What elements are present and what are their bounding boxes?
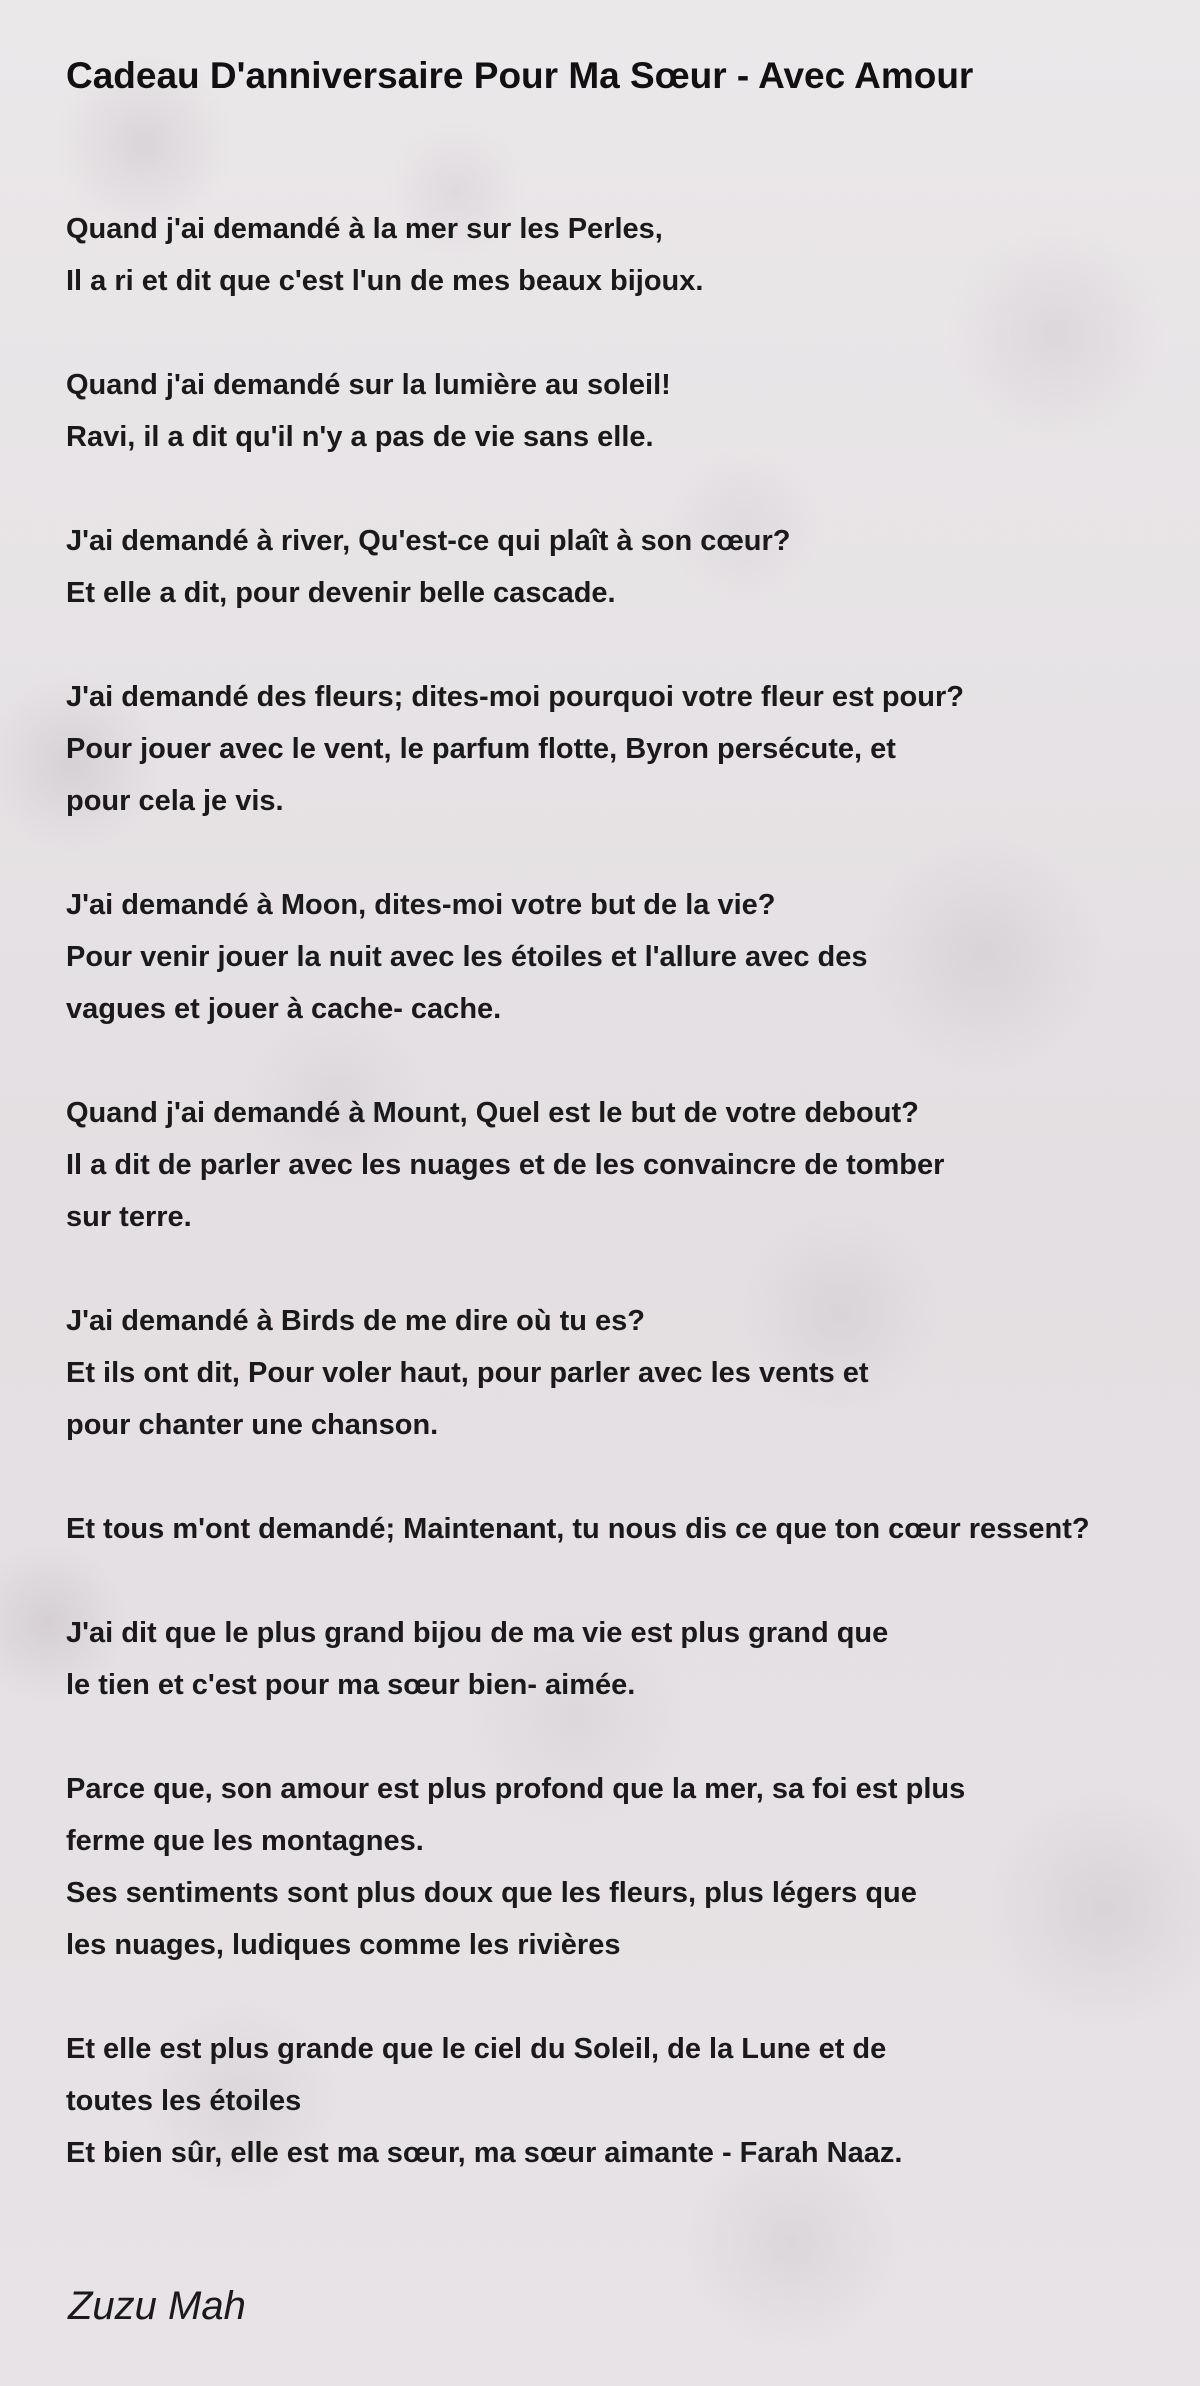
poem-line: Quand j'ai demandé à la mer sur les Perles, [66, 213, 663, 245]
poem-body [66, 203, 1200, 2179]
poem-line: le tien et c'est pour ma sœur bien- aimée. [66, 1669, 636, 1701]
poem-line: J'ai demandé à river, Qu'est-ce qui plaît à son cœur? [66, 525, 791, 557]
poem-line: Ravi, il a dit qu'il n'y a pas de vie sans elle. [66, 421, 654, 453]
poem-line: Et elle est plus grande que le ciel du Soleil, de la Lune et de [66, 2033, 887, 2065]
poem-line: sur terre. [66, 1201, 192, 1233]
poem-line: Il a ri et dit que c'est l'un de mes beaux bijoux. [66, 265, 704, 297]
poem-title: Cadeau D'anniversaire Pour Ma Sœur - Avec Amour [66, 55, 974, 96]
poem-line: Quand j'ai demandé sur la lumière au soleil! [66, 369, 671, 401]
poem-author: Zuzu Mah [68, 2284, 246, 2328]
stanza-break [66, 1971, 1200, 2023]
stanza-break [66, 1555, 1200, 1607]
poem-line: Parce que, son amour est plus profond que la mer, sa foi est plus [66, 1773, 966, 1805]
poem-line: Pour jouer avec le vent, le parfum flotte, Byron persécute, et [66, 733, 896, 765]
poem-line: vagues et jouer à cache- cache. [66, 993, 502, 1025]
poem-line: Et ils ont dit, Pour voler haut, pour parler avec les vents et [66, 1357, 869, 1389]
poem-line: pour chanter une chanson. [66, 1409, 439, 1441]
poem-line: Et bien sûr, elle est ma sœur, ma sœur aimante - Farah Naaz. [66, 2137, 903, 2169]
poem-line: Pour venir jouer la nuit avec les étoiles et l'allure avec des [66, 941, 868, 973]
poem-line: Quand j'ai demandé à Mount, Quel est le but de votre debout? [66, 1097, 919, 1129]
stanza-break [66, 1035, 1200, 1087]
stanza-break [66, 619, 1200, 671]
poem-line: ferme que les montagnes. [66, 1825, 424, 1857]
stanza-break [66, 827, 1200, 879]
stanza-break [66, 1451, 1200, 1503]
poem-line: Et elle a dit, pour devenir belle cascade. [66, 577, 616, 609]
stanza-break [66, 1243, 1200, 1295]
poem-line: J'ai dit que le plus grand bijou de ma vie est plus grand que [66, 1617, 889, 1649]
poem-line: J'ai demandé à Moon, dites-moi votre but de la vie? [66, 889, 776, 921]
poem-line: Et tous m'ont demandé; Maintenant, tu nous dis ce que ton cœur ressent? [66, 1513, 1090, 1545]
poem-line: J'ai demandé des fleurs; dites-moi pourquoi votre fleur est pour? [66, 681, 964, 713]
poem-line: Il a dit de parler avec les nuages et de les convaincre de tomber [66, 1149, 945, 1181]
poem-line: J'ai demandé à Birds de me dire où tu es? [66, 1305, 646, 1337]
stanza-break [66, 1711, 1200, 1763]
poem-line: les nuages, ludiques comme les rivières [66, 1929, 621, 1961]
poem-line: pour cela je vis. [66, 785, 284, 817]
stanza-break [66, 307, 1200, 359]
poem-line: toutes les étoiles [66, 2085, 302, 2117]
poem-line: Ses sentiments sont plus doux que les fleurs, plus légers que [66, 1877, 917, 1909]
stanza-break [66, 463, 1200, 515]
